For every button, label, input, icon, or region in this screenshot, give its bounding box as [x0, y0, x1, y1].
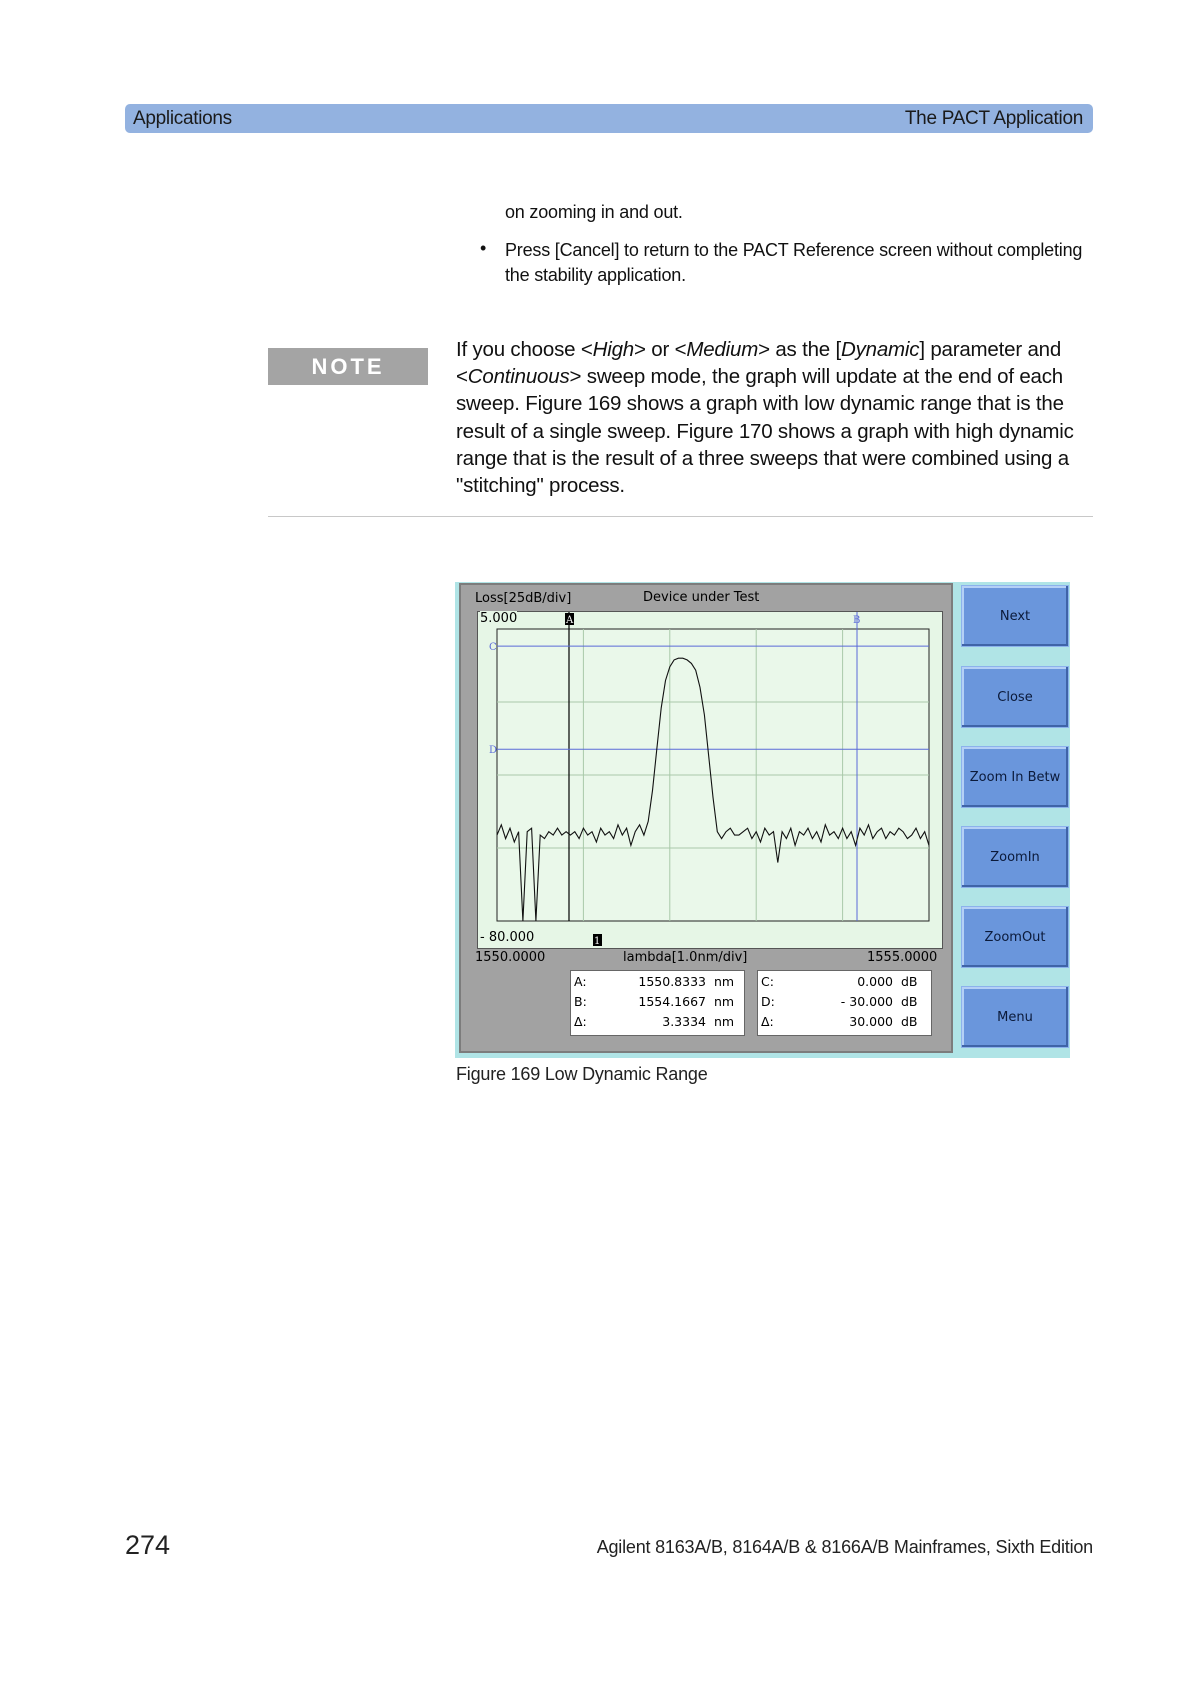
page-number: 274	[125, 1530, 171, 1560]
readout-loss	[757, 970, 932, 1036]
instrument-screenshot	[455, 582, 1070, 1058]
header-section: Applications	[133, 108, 232, 129]
bullet-dot: •	[480, 238, 487, 258]
menu-button[interactable]: Menu	[961, 986, 1069, 1048]
cursor-c-marker: C	[489, 642, 497, 654]
readout-row: Δ: 30.000 dB	[761, 1014, 918, 1029]
zoom-out-button[interactable]: ZoomOut	[961, 906, 1069, 968]
y-top-label: 5.000	[480, 611, 518, 626]
readout-row: Δ: 3.3334 nm	[574, 1014, 735, 1029]
figure-caption: Figure 169 Low Dynamic Range	[456, 1064, 708, 1084]
header-chapter: The PACT Application	[904, 108, 1083, 129]
readout-row: B: 1554.1667 nm	[574, 994, 735, 1009]
cursor-d-marker: D	[489, 745, 498, 757]
intro-continuation: on zooming in and out.	[505, 202, 683, 222]
screen-title: Device under Test	[643, 590, 760, 605]
x-axis-label: lambda[1.0nm/div]	[623, 950, 748, 965]
close-button[interactable]: Close	[961, 666, 1069, 728]
cursor-b-marker: B	[853, 615, 861, 626]
y-bottom-label: - 80.000	[480, 930, 535, 945]
instrument-screen	[459, 583, 953, 1053]
readout-row: C: 0.000 dB	[761, 974, 918, 989]
zoom-in-button[interactable]: ZoomIn	[961, 826, 1069, 888]
header-bar	[125, 104, 1093, 133]
readout-wavelength	[570, 970, 745, 1036]
intro-bullet: Press [Cancel] to return to the PACT Reference screen without completing the stability application.	[505, 240, 1083, 285]
x-right-label: 1555.0000	[867, 950, 938, 965]
note-divider	[268, 516, 1093, 517]
readout-row: D: - 30.000 dB	[761, 994, 918, 1009]
note-badge: NOTE	[268, 348, 428, 385]
cursor-a-marker: A	[565, 615, 574, 626]
zoom-in-between-button[interactable]: Zoom In Betw	[961, 746, 1069, 808]
note-text: If you choose <High> or <Medium> as the [Dynamic] parameter and <Continuous> sweep mode, the graph will update at the end of each sweep. Figure 169 shows a graph with low dynamic range that is the result of a single sweep. Figure 170 shows a graph with high dynamic range that is the result of a three sweeps that were combined using a "stitching" process.	[456, 338, 1074, 498]
plot-frame	[477, 611, 943, 949]
readout-row: A: 1550.8333 nm	[574, 974, 735, 989]
next-button[interactable]: Next	[961, 585, 1069, 647]
y-axis-label: Loss[25dB/div]	[475, 591, 572, 606]
x-left-label: 1550.0000	[475, 950, 546, 965]
active-marker: 1	[594, 936, 601, 947]
trace-plot	[478, 612, 942, 948]
footer-title: Agilent 8163A/B, 8164A/B & 8166A/B Mainframes, Sixth Edition	[596, 1537, 1093, 1557]
